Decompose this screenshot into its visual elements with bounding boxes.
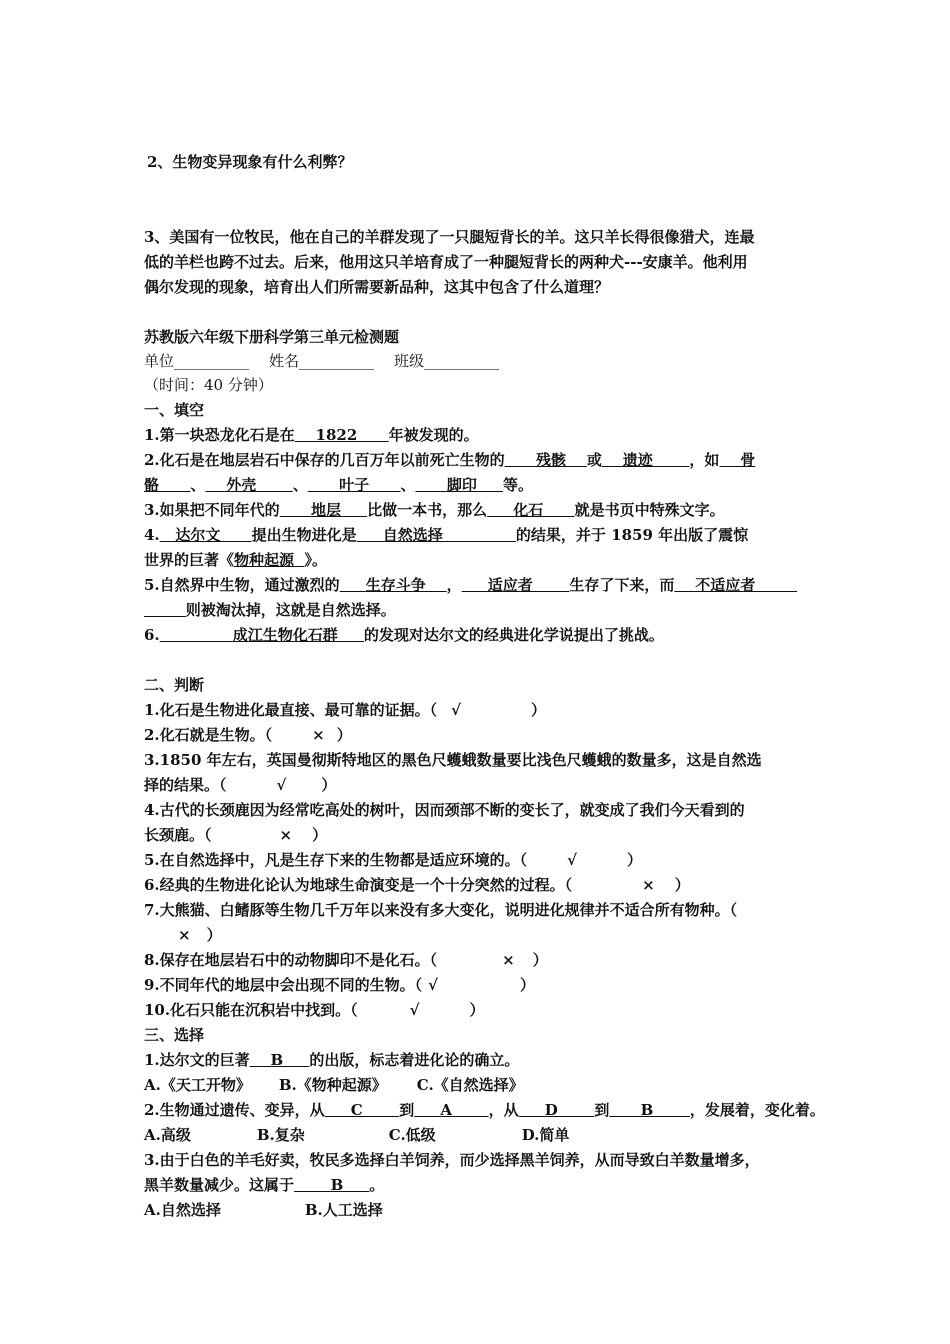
cross-mark: × — [178, 926, 191, 944]
judge-item-4-line-1: 4.古代的长颈鹿因为经常吃高处的树叶，因而颈部不断的变长了，就变成了我们今天看到的 — [144, 801, 745, 819]
text: ） — [531, 701, 547, 719]
cross-mark: × — [279, 826, 293, 844]
judge-item-10 — [144, 998, 809, 1022]
answer-blank: 骼 — [144, 476, 191, 494]
text: ，发展着，变化着。 — [689, 1101, 825, 1119]
text: ） — [336, 726, 352, 744]
answer-blank: B — [609, 1101, 690, 1119]
answer-blank: 脚印 — [415, 476, 503, 494]
text: 6.经典的生物进化论认为地球生命演变是一个十分突然的过程。（ — [144, 876, 573, 894]
judge-item-3-line-2 — [144, 773, 809, 797]
choice-question-2 — [144, 1098, 825, 1122]
text: 、 — [292, 476, 308, 494]
text: 提出生物进化是 — [251, 526, 357, 544]
text: 的结果，并于 1859 年出版了震惊 — [515, 526, 749, 544]
question-3-line-2: 低的羊栏也跨不过去。后来，他用这只羊培育成了一种腿短背长的两种犬---安康羊。他利用 — [144, 253, 748, 271]
judge-item-2 — [144, 723, 809, 747]
answer-blank: 化石 — [487, 501, 575, 519]
text: 2.生物通过遗传、变异，从 — [144, 1101, 325, 1119]
text: ） — [469, 1001, 485, 1019]
page-title: 苏教版六年级下册科学第三单元检测题 — [144, 328, 400, 346]
choice-question-3-options — [144, 1198, 809, 1222]
judge-item-7-line-1: 7.大熊猫、白鳍豚等生物几千万年以来没有多大变化，说明进化规律并不适合所有物种。（ — [144, 901, 738, 919]
answer-blank: 叶子 — [307, 476, 401, 494]
choice-question-1-options — [144, 1073, 809, 1097]
question-3-line-3: 偶尔发现的现象，培育出人们所需要新品种，这其中包含了什么道理？ — [144, 278, 610, 296]
choice-question-3-line-2 — [144, 1173, 809, 1197]
check-mark: √ — [451, 701, 462, 719]
text: ，如 — [689, 451, 720, 469]
answer-blank: 适应者 — [461, 576, 570, 594]
text: 5.在自然选择中，凡是生存下来的生物都是适应环境的。（ — [144, 851, 528, 869]
section-2-heading: 二、判断 — [144, 676, 205, 694]
section-1-heading: 一、填空 — [144, 401, 205, 419]
text: 世界的巨著《 — [144, 551, 235, 569]
time-note: （时间：40 分钟） — [144, 376, 273, 394]
option-c: C.《自然选择》 — [416, 1076, 524, 1094]
info-line — [144, 349, 809, 373]
text: ） — [532, 951, 548, 969]
fill-question-2-line-2 — [144, 473, 809, 497]
text: 长颈鹿。（ — [144, 826, 212, 844]
judge-item-5 — [144, 848, 809, 872]
answer-blank: 地层 — [279, 501, 368, 519]
question-3-line-1: 3、美国有一位牧民，他在自己的羊群发现了一只腿短背长的羊。这只羊长得很像猎犬，连最 — [144, 228, 755, 246]
fill-question-3 — [144, 498, 809, 522]
fill-question-5-line-2 — [144, 598, 809, 622]
choice-question-2-options — [144, 1123, 809, 1147]
text: 5.自然界中生物，通过激烈的 — [144, 576, 340, 594]
text: ） — [674, 876, 690, 894]
answer-blank — [144, 601, 186, 619]
answer-blank: B — [249, 1051, 310, 1069]
fill-question-2-line-1 — [144, 448, 809, 472]
question-2: 2、生物变异现象有什么利弊？ — [147, 153, 353, 171]
cross-mark: × — [502, 951, 515, 969]
fill-question-1 — [144, 423, 809, 447]
text: ） — [206, 926, 222, 944]
section-3-heading: 三、选择 — [144, 1026, 205, 1044]
fill-question-4-line-2 — [144, 548, 809, 572]
option-c: C.低级 — [388, 1126, 436, 1144]
text: 9.不同年代的地层中会出现不同的生物。（ — [144, 976, 423, 994]
judge-item-1 — [144, 698, 809, 722]
text: 、 — [190, 476, 206, 494]
text: 6. — [144, 626, 160, 644]
text: ） — [312, 826, 328, 844]
cross-mark: × — [642, 876, 655, 894]
cross-mark: × — [312, 726, 325, 744]
fill-question-6 — [144, 623, 809, 647]
text: 1.化石是生物进化最直接、最可靠的证据。（ — [144, 701, 438, 719]
check-mark: √ — [409, 1001, 420, 1019]
text: 的发现对达尔文的经典进化学说提出了挑战。 — [363, 626, 664, 644]
option-d: D.简单 — [521, 1126, 570, 1144]
answer-blank: 1822 — [294, 426, 389, 444]
fill-question-4-line-1 — [144, 523, 809, 547]
option-a: A.自然选择 — [144, 1201, 221, 1219]
text: 年被发现的。 — [388, 426, 479, 444]
answer-blank: 自然选择 — [356, 526, 516, 544]
text: 2.化石就是生物。（ — [144, 726, 273, 744]
text: 的出版，标志着进化论的确立。 — [309, 1051, 520, 1069]
text: 到 — [399, 1101, 415, 1119]
option-b: B.人工选择 — [304, 1201, 383, 1219]
check-mark: √ — [567, 851, 578, 869]
text: 3.如果把不同年代的 — [144, 501, 280, 519]
option-a: A.《天工开物》 — [144, 1076, 251, 1094]
choice-question-1 — [144, 1048, 809, 1072]
answer-blank: 骨 — [719, 451, 756, 469]
text: ） — [627, 851, 643, 869]
text: 4. — [144, 526, 160, 544]
class-field: 班级__________ — [394, 352, 500, 370]
answer-blank: 外壳 — [205, 476, 293, 494]
judge-item-3-line-1: 3.1850 年左右，英国曼彻斯特地区的黑色尺蠖蛾数量要比浅色尺蠖蛾的数量多，这是自然选 — [144, 751, 762, 769]
fill-question-5-line-1 — [144, 573, 809, 597]
text: 2.化石是在地层岩石中保存的几百万年以前死亡生物的 — [144, 451, 505, 469]
answer-blank: 成江生物化石群 — [159, 626, 364, 644]
judge-item-4-line-2 — [144, 823, 809, 847]
check-mark: √ — [428, 976, 439, 994]
judge-item-8 — [144, 948, 809, 972]
text: ） — [321, 776, 337, 794]
text: 到 — [594, 1101, 610, 1119]
text: 10.化石只能在沉积岩中找到。（ — [144, 1001, 358, 1019]
option-b: B.《物种起源》 — [278, 1076, 387, 1094]
answer-blank: C — [324, 1101, 400, 1119]
text: 则被淘汰掉，这就是自然选择。 — [185, 601, 396, 619]
name-field: 姓名__________ — [269, 352, 375, 370]
text: 择的结果。（ — [144, 776, 227, 794]
answer-blank: 遗迹 — [601, 451, 690, 469]
check-mark: √ — [276, 776, 287, 794]
option-b: B.复杂 — [256, 1126, 305, 1144]
text: 、 — [400, 476, 416, 494]
judge-item-6 — [144, 873, 809, 897]
answer-blank: 达尔文 — [159, 526, 252, 544]
text: ） — [520, 976, 536, 994]
answer-blank: 残骸 — [504, 451, 587, 469]
answer-blank: 不适应者 — [674, 576, 798, 594]
text: 黑羊数量减少。这属于 — [144, 1176, 295, 1194]
answer-blank: A — [414, 1101, 489, 1119]
unit-field: 单位__________ — [144, 352, 250, 370]
answer-blank: B — [294, 1176, 370, 1194]
answer-blank: 物种起源 — [234, 551, 305, 569]
text: 1.第一块恐龙化石是在 — [144, 426, 295, 444]
text: 。 — [369, 1176, 385, 1194]
text: 》。 — [304, 551, 327, 569]
text: 生存了下来，而 — [569, 576, 675, 594]
text: 就是书页中特殊文字。 — [574, 501, 725, 519]
text: ， — [446, 576, 462, 594]
answer-blank: D — [518, 1101, 595, 1119]
choice-question-3-line-1: 3.由于白色的羊毛好卖，牧民多选择白羊饲养，而少选择黑羊饲养，从而导致白羊数量增多， — [144, 1151, 760, 1169]
judge-item-7-line-2 — [144, 923, 809, 947]
text: 或 — [586, 451, 602, 469]
text: 8.保存在地层岩石中的动物脚印不是化石。（ — [144, 951, 438, 969]
text: 1.达尔文的巨著 — [144, 1051, 250, 1069]
text: ，从 — [488, 1101, 519, 1119]
text: 比做一本书，那么 — [367, 501, 488, 519]
text: 等。 — [502, 476, 533, 494]
judge-item-9 — [144, 973, 809, 997]
option-a: A.高级 — [144, 1126, 191, 1144]
answer-blank: 生存斗争 — [339, 576, 447, 594]
